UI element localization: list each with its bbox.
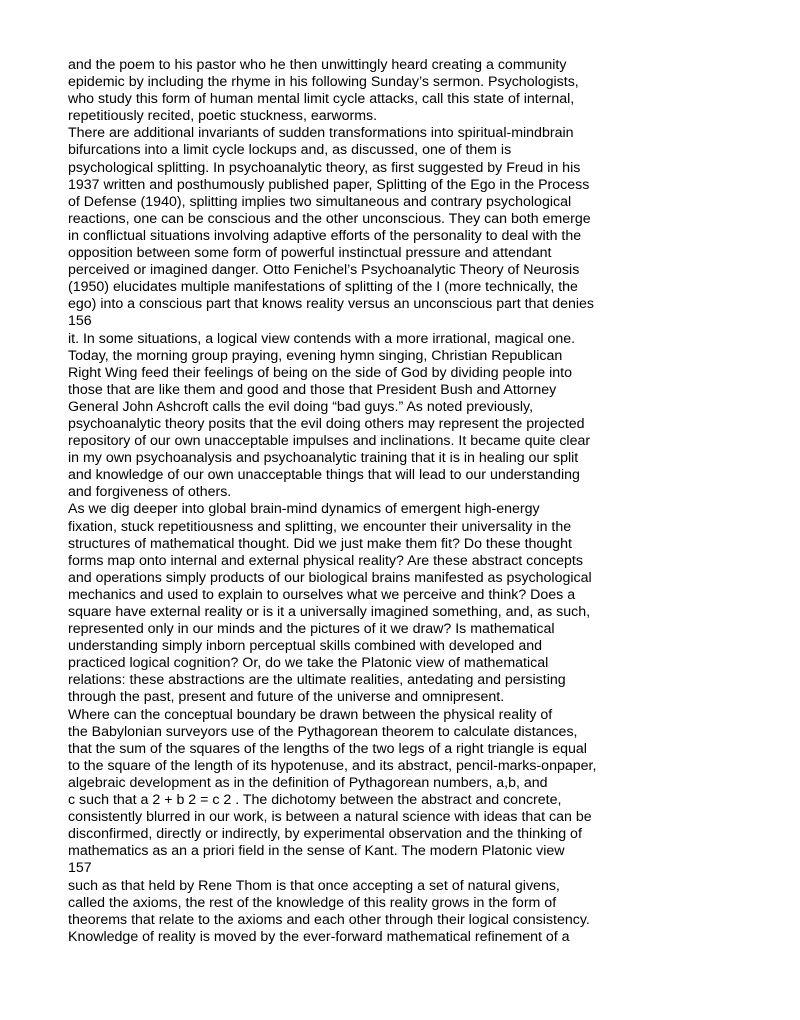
text-line: and the poem to his pastor who he then unwittingly heard creating a community	[68, 57, 567, 73]
text-line: that the sum of the squares of the lengths of the two legs of a right triangle is equal	[68, 740, 587, 757]
text-line: in conflictual situations involving adaptive efforts of the personality to deal with the	[68, 227, 582, 244]
text-line: mechanics and used to explain to ourselves what we perceive and think? Does a	[68, 586, 576, 603]
text-line: called the axioms, the rest of the knowledge of this reality grows in the form of	[68, 894, 557, 911]
text-line: mathematics as an a priori field in the sense of Kant. The modern Platonic view	[68, 843, 565, 860]
text-line: it. In some situations, a logical view contends with a more irrational, magical one.	[68, 330, 576, 347]
text-line: in my own psychoanalysis and psychoanalytic training that it is in healing our split	[68, 450, 579, 467]
text-line: repetitiously recited, poetic stuckness, earworms.	[68, 108, 378, 125]
text-line: fixation, stuck repetitiousness and splitting, we encounter their universality in the	[68, 518, 572, 535]
text-line: bifurcations into a limit cycle lockups and, as discussed, one of them is	[68, 142, 512, 159]
text-line: to the square of the length of its hypotenuse, and its abstract, pencil-marks-onpaper,	[68, 757, 597, 774]
page-number: 156	[68, 313, 92, 330]
text-line: Knowledge of reality is moved by the ever-forward mathematical refinement of a	[68, 928, 570, 945]
text-line: perceived or imagined danger. Otto Fenichel’s Psychoanalytic Theory of Neurosis	[68, 262, 580, 279]
text-line: of Defense (1940), splitting implies two simultaneous and contrary psychological	[68, 193, 572, 210]
text-line: opposition between some form of powerful instinctual pressure and attendant	[68, 245, 552, 262]
text-line: 1937 written and posthumously published paper, Splitting of the Ego in the Process	[68, 176, 590, 193]
text-line: relations: these abstractions are the ultimate realities, antedating and persisting	[68, 672, 566, 689]
text-line: repository of our own unacceptable impulses and inclinations. It became quite clear	[68, 433, 591, 450]
text-line: square have external reality or is it a universally imagined something, and, as such,	[68, 604, 591, 620]
text-line: As we dig deeper into global brain-mind dynamics of emergent high-energy	[68, 501, 540, 518]
text-line: disconfirmed, directly or indirectly, by experimental observation and the thinking of	[68, 826, 582, 843]
text-line: psychoanalytic theory posits that the evil doing others may represent the projected	[68, 415, 585, 432]
text-line: through the past, present and future of the universe and omnipresent.	[68, 689, 505, 706]
text-line: represented only in our minds and the pictures of it we draw? Is mathematical	[68, 621, 555, 638]
text-line: c such that a 2 + b 2 = c 2 . The dichotomy between the abstract and concrete,	[68, 792, 562, 809]
text-line: Today, the morning group praying, evening hymn singing, Christian Republican	[68, 347, 563, 364]
text-line: Right Wing feed their feelings of being on the side of God by dividing people into	[68, 364, 572, 381]
text-line: the Babylonian surveyors use of the Pythagorean theorem to calculate distances,	[68, 723, 578, 740]
page-number: 157	[68, 860, 92, 877]
text-line: theorems that relate to the axioms and each other through their logical consistency.	[68, 911, 590, 928]
text-line: General John Ashcroft calls the evil doing “bad guys.” As noted previously,	[68, 398, 534, 415]
text-line: those that are like them and good and those that President Bush and Attorney	[68, 381, 557, 398]
text-line: and operations simply products of our biological brains manifested as psychological	[68, 569, 592, 586]
text-line: structures of mathematical thought. Did we just make them fit? Do these thought	[68, 535, 572, 552]
text-line: reactions, one can be conscious and the other unconscious. They can both emerge	[68, 210, 591, 227]
text-line: algebraic development as in the definition of Pythagorean numbers, a,b, and	[68, 774, 548, 791]
text-line: consistently blurred in our work, is between a natural science with ideas that can be	[68, 809, 592, 826]
text-line: practiced logical cognition? Or, do we take the Platonic view of mathematical	[68, 655, 549, 672]
text-line: epidemic by including the rhyme in his following Sunday’s sermon. Psychologists,	[68, 74, 579, 91]
text-line: understanding simply inborn perceptual skills combined with developed and	[68, 638, 542, 655]
text-line: Where can the conceptual boundary be drawn between the physical reality of	[68, 706, 553, 723]
text-line: There are additional invariants of sudden transformations into spiritual-mindbrain	[68, 125, 574, 142]
text-line: who study this form of human mental limit cycle attacks, call this state of internal,	[68, 91, 575, 108]
text-line: psychological splitting. In psychoanalytic theory, as first suggested by Freud in his	[68, 159, 581, 176]
text-line: forms map onto internal and external physical reality? Are these abstract concepts	[68, 552, 583, 569]
text-line: such as that held by Rene Thom is that once accepting a set of natural givens,	[68, 877, 560, 894]
text-line: and forgiveness of others.	[68, 484, 232, 501]
document-body	[68, 57, 768, 946]
text-line: and knowledge of our own unacceptable things that will lead to our understanding	[68, 467, 580, 484]
text-line: ego) into a conscious part that knows reality versus an unconscious part that denies	[68, 296, 595, 313]
text-line: (1950) elucidates multiple manifestations of splitting of the I (more technically, the	[68, 279, 578, 296]
